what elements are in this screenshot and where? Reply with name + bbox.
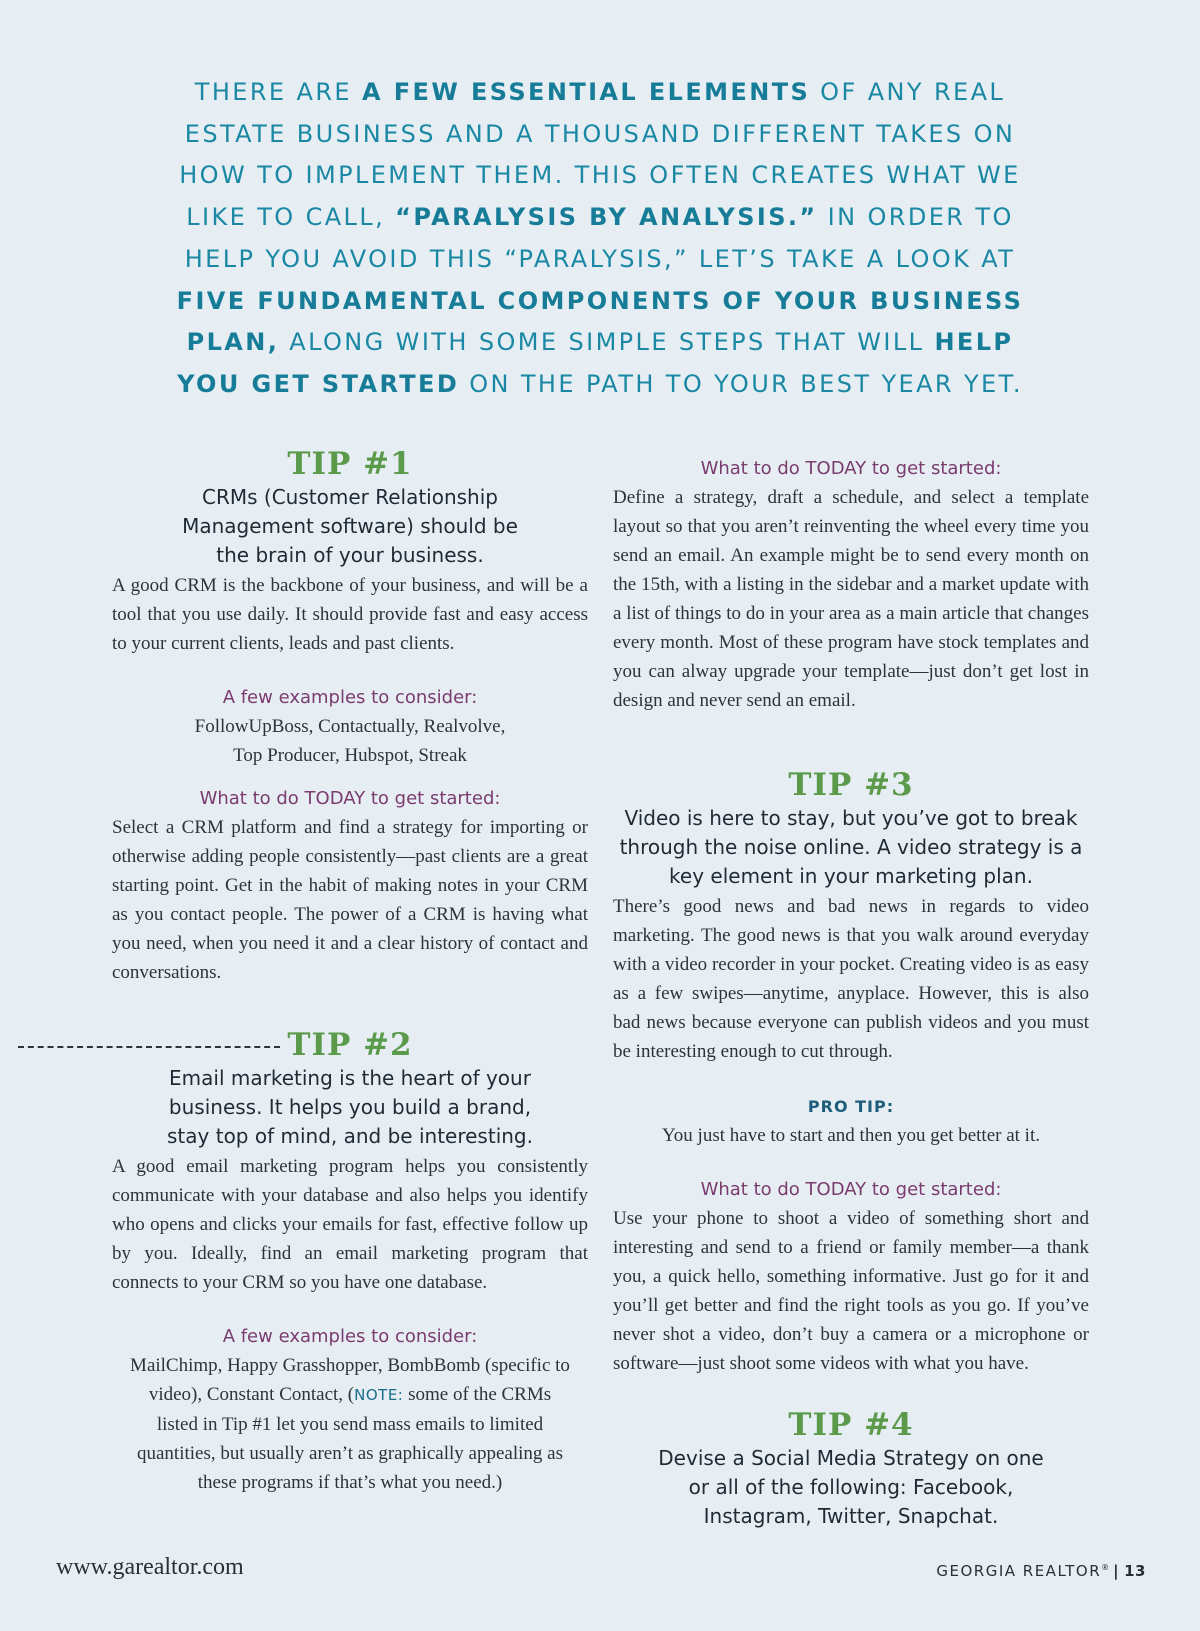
tip1-examples-line2: Top Producer, Hubspot, Streak [233,745,467,766]
tip3-pro-heading: PRO TIP: [807,1097,895,1116]
intro-text: ALONG WITH SOME SIMPLE STEPS THAT WILL [279,328,935,357]
tip3-title: TIP #3 [788,767,914,803]
tip2-today-body: Define a strategy, draft a schedule, and select a template layout so that you aren’t reinventing the wheel every time you send an email. An example might be to send every month on the 15th, with a listing in the sidebar and a market update with a list of things to do in your area as a main article that changes every month. Most of these program have stock templates and you can alway upgrade your template—just don’t get lost in design and never send an email. [613,487,1089,711]
tip1-lead: CRMs (Customer Relationship Management software) should be the brain of your business. [182,485,518,567]
tip1-examples-line1: FollowUpBoss, Contactually, Realvolve, [194,716,506,737]
tip2-examples-text: some of the CRMs listed in Tip #1 let you send mass emails to limited quantities, but usually aren’t as graphically appealing as these programs if that’s what you need.) [137,1384,563,1493]
tip4-title: TIP #4 [788,1407,914,1443]
intro-bold: FIVE FUNDAMENTAL COMPONENTS OF YOUR BUSINESS PLAN, [176,286,1024,357]
tip3-today-body: Use your phone to shoot a video of something short and interesting and send to a friend or family member—a thank you, a quick hello, something informative. Just go for it and you’ll get better and find the right tools as you go. If you’ve never shot a video, don’t buy a camera or a microphone or software—just shoot some videos with what you have. [613,1208,1089,1374]
tip3-section [613,766,1089,1378]
intro-paragraph [150,72,1050,406]
tip2-examples-heading: A few examples to consider: [222,1326,478,1347]
tip2-examples-text: MailChimp, Happy Grasshopper, BombBomb (specific to video), Constant Contact, ( [130,1355,570,1405]
tip3-pro-body: You just have to start and then you get better at it. [661,1125,1040,1146]
intro-bold: HELP YOU GET STARTED [177,328,1014,398]
tip2-today-heading: What to do TODAY to get started: [700,458,1002,479]
intro-bold: A FEW ESSENTIAL ELEMENTS [362,78,811,106]
tip2-today-section [613,455,1089,715]
tip2-body: A good email marketing program helps you consistently communicate with your database and also helps you identify who opens and clicks your emails for fast, effective follow up by you. Ideally, find an email marketing program that connects to your CRM so you have one database. [112,1156,588,1293]
footer-website: www.garealtor.com [56,1554,244,1580]
tip1-examples-heading: A few examples to consider: [222,687,478,708]
intro-text: THERE ARE [194,78,363,106]
tip3-today-heading: What to do TODAY to get started: [700,1179,1002,1200]
tip1-title: TIP #1 [287,446,413,482]
tip2-title: TIP #2 [287,1027,413,1063]
intro-text: ON THE PATH TO YOUR BEST YEAR YET. [459,369,1023,398]
footer-magazine-folio [936,1562,1146,1580]
footer-magazine: GEORGIA REALTOR [936,1562,1102,1580]
tip1-today-body: Select a CRM platform and find a strategy for importing or otherwise adding people consistently—past clients are a great starting point. Get in the habit of making notes in your CRM as you contact people. The power of a CRM is having what you need, when you need it and a clear history of contact and conversations. [112,817,588,983]
tip2-examples [112,1351,588,1497]
intro-text: OF ANY REAL ESTATE BUSINESS AND A THOUSAND DIFFERENT TAKES ON HOW TO IMPLEMENT THEM. THIS OFTEN CREATES WHAT WE LIKE TO CALL, [179,78,1021,232]
tip2-note-label: NOTE: [354,1386,404,1404]
tip1-today-heading: What to do TODAY to get started: [199,788,501,809]
footer-divider: | [1113,1562,1121,1580]
page-number: 13 [1124,1562,1146,1580]
registered-mark: ® [1101,1563,1110,1572]
tip1-section [112,445,588,987]
tip2-section [112,1026,588,1497]
tip1-body: A good CRM is the backbone of your business, and will be a tool that you use daily. It should provide fast and easy access to your current clients, leads and past clients. [112,575,588,654]
intro-bold: “PARALYSIS BY ANALYSIS.” [395,203,818,232]
tip3-body: There’s good news and bad news in regards to video marketing. The good news is that you walk around everyday with a video recorder in your pocket. Creating video is as easy as a few swipes—anytime, anyplace. However, this is also bad news because everyone can publish videos and you must be interesting enough to cut through. [613,896,1089,1062]
tip4-lead: Devise a Social Media Strategy on one or all of the following: Facebook, Instagram, Twitter, Snapchat. [658,1446,1044,1528]
tip3-lead: Video is here to stay, but you’ve got to break through the noise online. A video strategy is a key element in your marketing plan. [619,806,1083,888]
tip2-lead: Email marketing is the heart of your business. It helps you build a brand, stay top of mind, and be interesting. [167,1066,533,1148]
intro-text: IN ORDER TO HELP YOU AVOID THIS “PARALYSIS,” LET’S TAKE A LOOK AT [184,203,1016,273]
tip4-section [613,1406,1089,1531]
